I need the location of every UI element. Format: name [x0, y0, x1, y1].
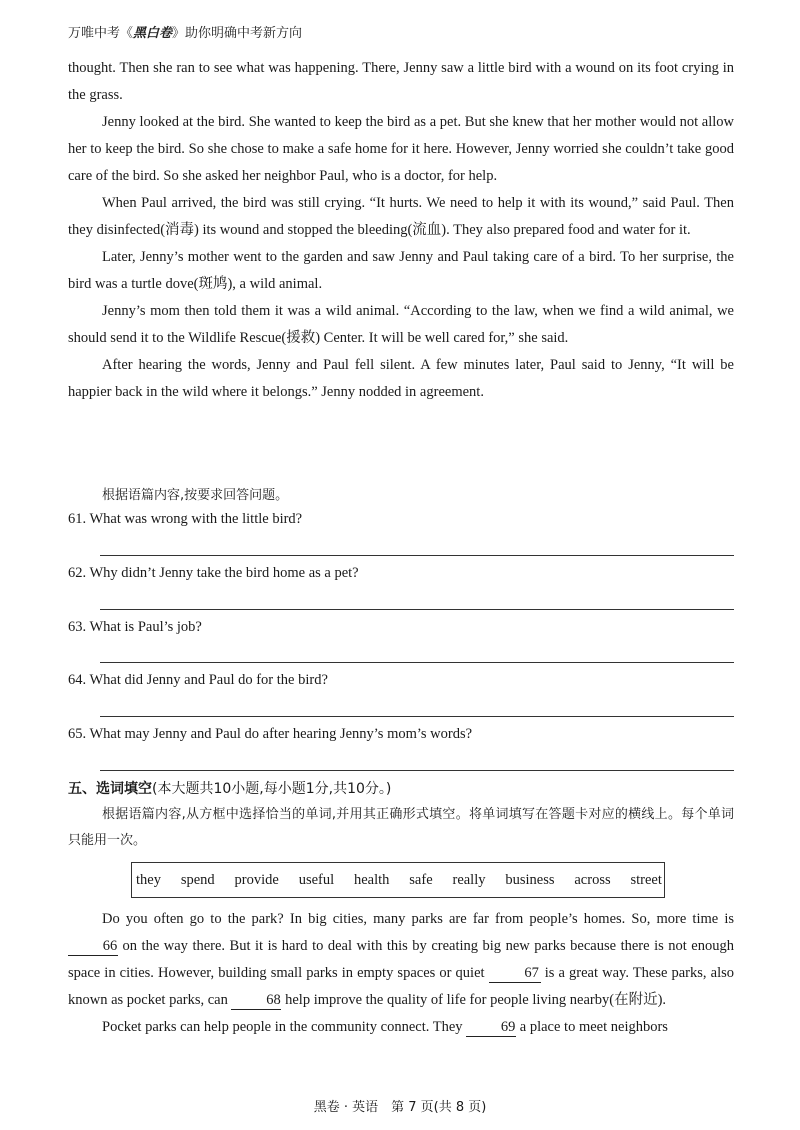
passage-paragraph: Later, Jenny’s mother went to the garden and saw Jenny and Paul taking care of a bird. To her surprise, the bird was a turtle dove(斑鸠), a wild animal.: [68, 249, 734, 292]
word-option: really: [452, 871, 486, 888]
questions-instruction: 根据语篇内容,按要求回答问题。: [102, 488, 289, 503]
page-header: [68, 22, 302, 41]
answer-line-64[interactable]: [100, 716, 734, 717]
answer-line-61[interactable]: [100, 555, 734, 556]
question-text: What was wrong with the little bird?: [89, 511, 303, 527]
header-brand: 黑白卷: [133, 26, 173, 41]
section-five-title: [68, 778, 391, 798]
question-text: Why didn’t Jenny take the bird home as a pet?: [89, 565, 359, 581]
header-post: 》助你明确中考新方向: [172, 26, 303, 41]
cloze-paragraph: [68, 906, 734, 1014]
word-option: business: [505, 871, 555, 888]
question-number: 64.: [68, 672, 87, 688]
answer-line-65[interactable]: [100, 770, 734, 771]
answer-line-63[interactable]: [100, 662, 734, 663]
word-option: useful: [298, 871, 335, 888]
question-63: [68, 619, 202, 636]
question-number: 65.: [68, 726, 87, 742]
passage-paragraph: Jenny’s mom then told them it was a wild animal. “According to the law, when we find a wild animal, we should send it to the Wildlife Rescue(援救) Center. It will be well cared for,” she said.: [68, 303, 734, 346]
word-option: they: [136, 871, 161, 888]
cloze-text: Do you often go to the park? In big cities, many parks are far from people’s homes. So, more time is: [102, 911, 734, 927]
section-title: 五、选词填空: [68, 781, 152, 797]
question-64: [68, 672, 328, 689]
question-text: What may Jenny and Paul do after hearing Jenny’s mom’s words?: [89, 726, 473, 742]
word-option: health: [353, 871, 390, 888]
question-61: [68, 511, 302, 528]
word-box: [131, 862, 665, 898]
answer-line-62[interactable]: [100, 609, 734, 610]
cloze-paragraph: [68, 1014, 734, 1041]
word-option: street: [630, 871, 662, 888]
blank-66[interactable]: 66: [68, 937, 118, 956]
question-text: What did Jenny and Paul do for the bird?: [89, 672, 328, 688]
question-number: 61.: [68, 511, 87, 527]
cloze-text: a place to meet neighbors: [516, 1019, 668, 1035]
blank-68[interactable]: 68: [231, 991, 281, 1010]
passage-paragraph: Jenny looked at the bird. She wanted to keep the bird as a pet. But she knew that her mother would not allow her to keep the bird. So she chose to make a safe home for it here. However, Jenny worried she couldn’t take good care of the bird. So she asked her neighbor Paul, who is a doctor, for help.: [68, 114, 734, 184]
blank-67[interactable]: 67: [489, 964, 541, 983]
passage-paragraph: When Paul arrived, the bird was still crying. “It hurts. We need to help it with its wound,” said Paul. Then they disinfected(消毒) its wound and stopped the bleeding(流血). They also prepared food and water for it.: [68, 195, 734, 238]
question-65: [68, 726, 472, 743]
section-note: (本大题共10小题,每小题1分,共10分。): [152, 781, 392, 797]
header-pre: 万唯中考《: [68, 26, 134, 41]
question-number: 63.: [68, 619, 87, 635]
word-option: across: [574, 871, 611, 888]
section-five-instruction: 根据语篇内容,从方框中选择恰当的单词,并用其正确形式填空。将单词填写在答题卡对应的横线上。每个单词只能用一次。: [68, 807, 734, 848]
cloze-text: on the way there. But it is hard to deal with this by creating big new parks because there is not enough space in cities. However, building small parks in empty spaces or quiet: [68, 938, 734, 981]
word-option: safe: [409, 871, 433, 888]
question-62: [68, 565, 359, 582]
cloze-text: Pocket parks can help people in the community connect. They: [102, 1019, 467, 1035]
passage-paragraph: thought. Then she ran to see what was happening. There, Jenny saw a little bird with a wound on its foot crying in the grass.: [68, 60, 734, 103]
question-text: What is Paul’s job?: [89, 619, 202, 635]
question-number: 62.: [68, 565, 87, 581]
passage-paragraph: After hearing the words, Jenny and Paul fell silent. A few minutes later, Paul said to Jenny, “It will be happier back in the wild where it belongs.” Jenny nodded in agreement.: [68, 357, 734, 400]
cloze-text: help improve the quality of life for people living nearby(在附近).: [281, 992, 667, 1008]
blank-69[interactable]: 69: [466, 1018, 516, 1037]
cloze-passage: [68, 906, 734, 1041]
word-option: provide: [234, 871, 279, 888]
cloze-text: is a great way. These parks, also known as pocket parks, can: [68, 965, 734, 1008]
page-footer: 黑卷 · 英语 第 7 页(共 8 页): [313, 1100, 487, 1115]
reading-passage: [68, 55, 734, 406]
word-option: spend: [180, 871, 215, 888]
